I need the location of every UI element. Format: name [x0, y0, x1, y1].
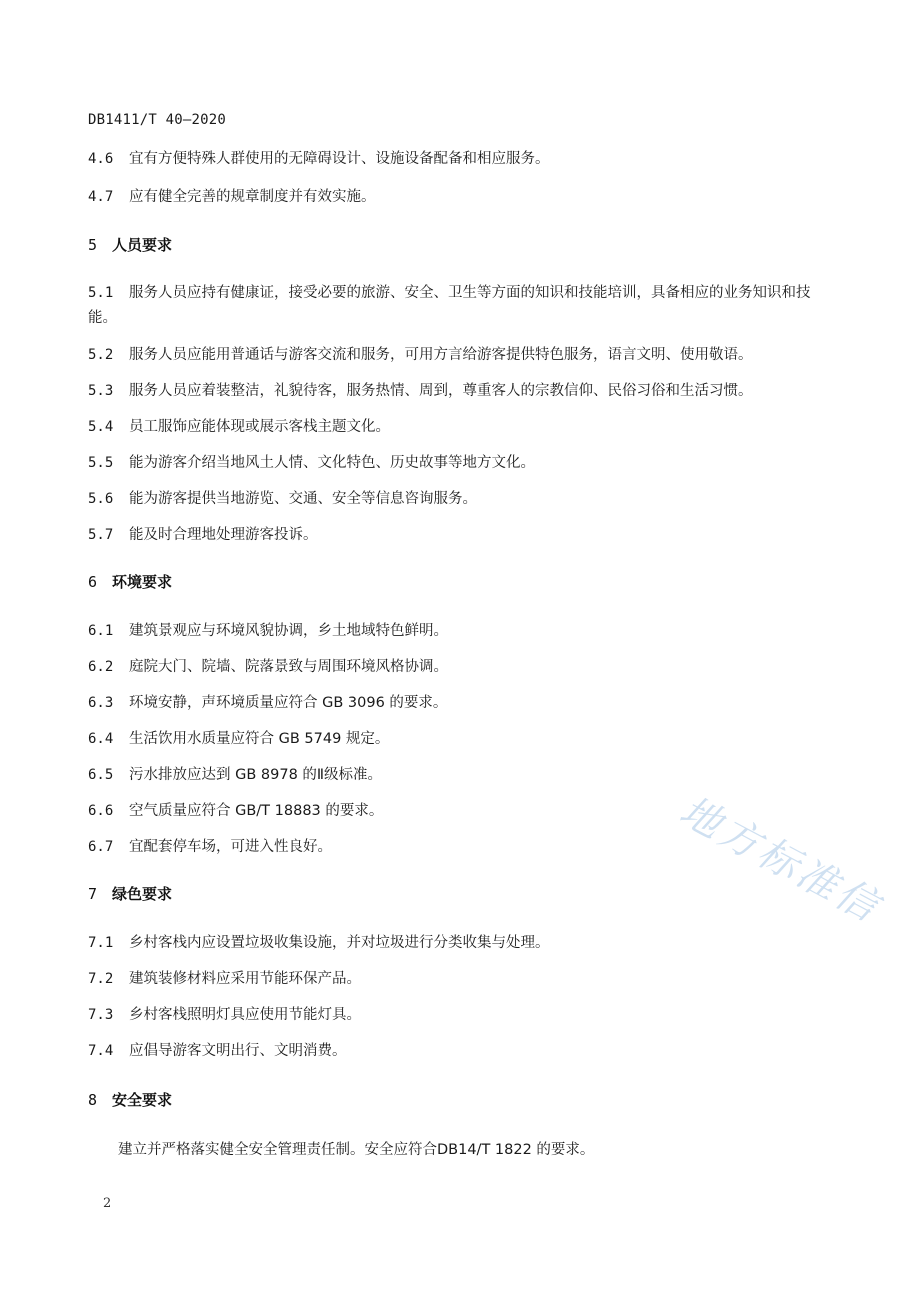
clause-number: 4.6 [88, 151, 114, 167]
clause-6-1 [88, 618, 448, 644]
clause-text: 空气质量应符合 GB/T 18883 的要求。 [129, 803, 384, 819]
clause-text: 能及时合理地处理游客投诉。 [129, 527, 318, 543]
clause-text: 乡村客栈内应设置垃圾收集设施，并对垃圾进行分类收集与处理。 [129, 935, 550, 951]
clause-5-7 [88, 522, 318, 548]
clause-text: 宜有方便特殊人群使用的无障碍设计、设施设备配备和相应服务。 [129, 151, 550, 167]
section-number: 8 [88, 1091, 98, 1109]
clause-6-7 [88, 834, 332, 860]
clause-4-7 [88, 184, 376, 210]
clause-6-3 [88, 690, 447, 716]
clause-4-6 [88, 146, 550, 172]
clause-5-3 [88, 378, 753, 404]
clause-text: 应倡导游客文明出行、文明消费。 [129, 1043, 347, 1059]
clause-text: 生活饮用水质量应符合 GB 5749 规定。 [129, 731, 390, 747]
clause-number: 6.7 [88, 839, 114, 855]
section-number: 7 [88, 885, 98, 903]
clause-number: 6.3 [88, 695, 114, 711]
section-title: 环境要求 [112, 573, 173, 591]
clause-text: 污水排放应达到 GB 8978 的Ⅱ级标准。 [129, 767, 383, 783]
section-heading-6 [88, 569, 172, 595]
section-title: 安全要求 [112, 1091, 173, 1109]
clause-number: 7.1 [88, 935, 114, 951]
watermark-text: 地方标准信 [672, 787, 889, 932]
clause-number: 7.3 [88, 1007, 114, 1023]
clause-text: 服务人员应着装整洁，礼貌待客，服务热情、周到，尊重客人的宗教信仰、民俗习俗和生活习惯。 [129, 383, 753, 399]
document-code: DB1411/T 40—2020 [88, 112, 227, 128]
clause-text: 建筑装修材料应采用节能环保产品。 [129, 971, 361, 987]
section-heading-8 [88, 1087, 172, 1113]
section-number: 6 [88, 573, 98, 591]
clause-text: 服务人员应持有健康证，接受必要的旅游、安全、卫生等方面的知识和技能培训，具备相应的业务知识和技能。 [88, 285, 811, 326]
section-title: 绿色要求 [112, 885, 173, 903]
clause-text: 环境安静，声环境质量应符合 GB 3096 的要求。 [129, 695, 448, 711]
clause-number: 7.2 [88, 971, 114, 987]
clause-6-4 [88, 726, 389, 752]
clause-text: 能为游客提供当地游览、交通、安全等信息咨询服务。 [129, 491, 477, 507]
clause-text: 宜配套停车场，可进入性良好。 [129, 839, 332, 855]
clause-text: 庭院大门、院墙、院落景致与周围环境风格协调。 [129, 659, 448, 675]
clause-5-5 [88, 450, 535, 476]
clause-7-1 [88, 930, 550, 956]
clause-text: 员工服饰应能体现或展示客栈主题文化。 [129, 419, 390, 435]
clause-text: 乡村客栈照明灯具应使用节能灯具。 [129, 1007, 361, 1023]
clause-number: 6.6 [88, 803, 114, 819]
clause-number: 5.2 [88, 347, 114, 363]
clause-number: 4.7 [88, 189, 114, 205]
clause-text: 建筑景观应与环境风貌协调，乡土地域特色鲜明。 [129, 623, 448, 639]
clause-number: 7.4 [88, 1043, 114, 1059]
clause-5-2 [88, 342, 753, 368]
clause-5-1 [88, 281, 828, 331]
clause-text: 能为游客介绍当地风土人情、文化特色、历史故事等地方文化。 [129, 455, 535, 471]
clause-number: 6.4 [88, 731, 114, 747]
clause-number: 5.4 [88, 419, 114, 435]
section-heading-7 [88, 881, 172, 907]
clause-text: 应有健全完善的规章制度并有效实施。 [129, 189, 376, 205]
clause-number: 5.3 [88, 383, 114, 399]
clause-text: 服务人员应能用普通话与游客交流和服务，可用方言给游客提供特色服务，语言文明、使用敬语。 [129, 347, 753, 363]
clause-6-2 [88, 654, 448, 680]
section-8-body: 建立并严格落实健全安全管理责任制。安全应符合DB14/T 1822 的要求。 [118, 1142, 595, 1158]
clause-6-5 [88, 762, 382, 788]
clause-7-4 [88, 1038, 347, 1064]
clause-number: 6.2 [88, 659, 114, 675]
section-heading-5 [88, 232, 172, 258]
clause-7-2 [88, 966, 361, 992]
clause-7-3 [88, 1002, 361, 1028]
page-number: 2 [103, 1196, 112, 1211]
clause-number: 5.6 [88, 491, 114, 507]
clause-number: 5.7 [88, 527, 114, 543]
clause-number: 6.1 [88, 623, 114, 639]
clause-5-4 [88, 414, 390, 440]
clause-number: 5.1 [88, 285, 114, 301]
clause-6-6 [88, 798, 383, 824]
section-title: 人员要求 [112, 236, 173, 254]
section-number: 5 [88, 236, 98, 254]
clause-5-6 [88, 486, 477, 512]
clause-number: 5.5 [88, 455, 114, 471]
clause-number: 6.5 [88, 767, 114, 783]
